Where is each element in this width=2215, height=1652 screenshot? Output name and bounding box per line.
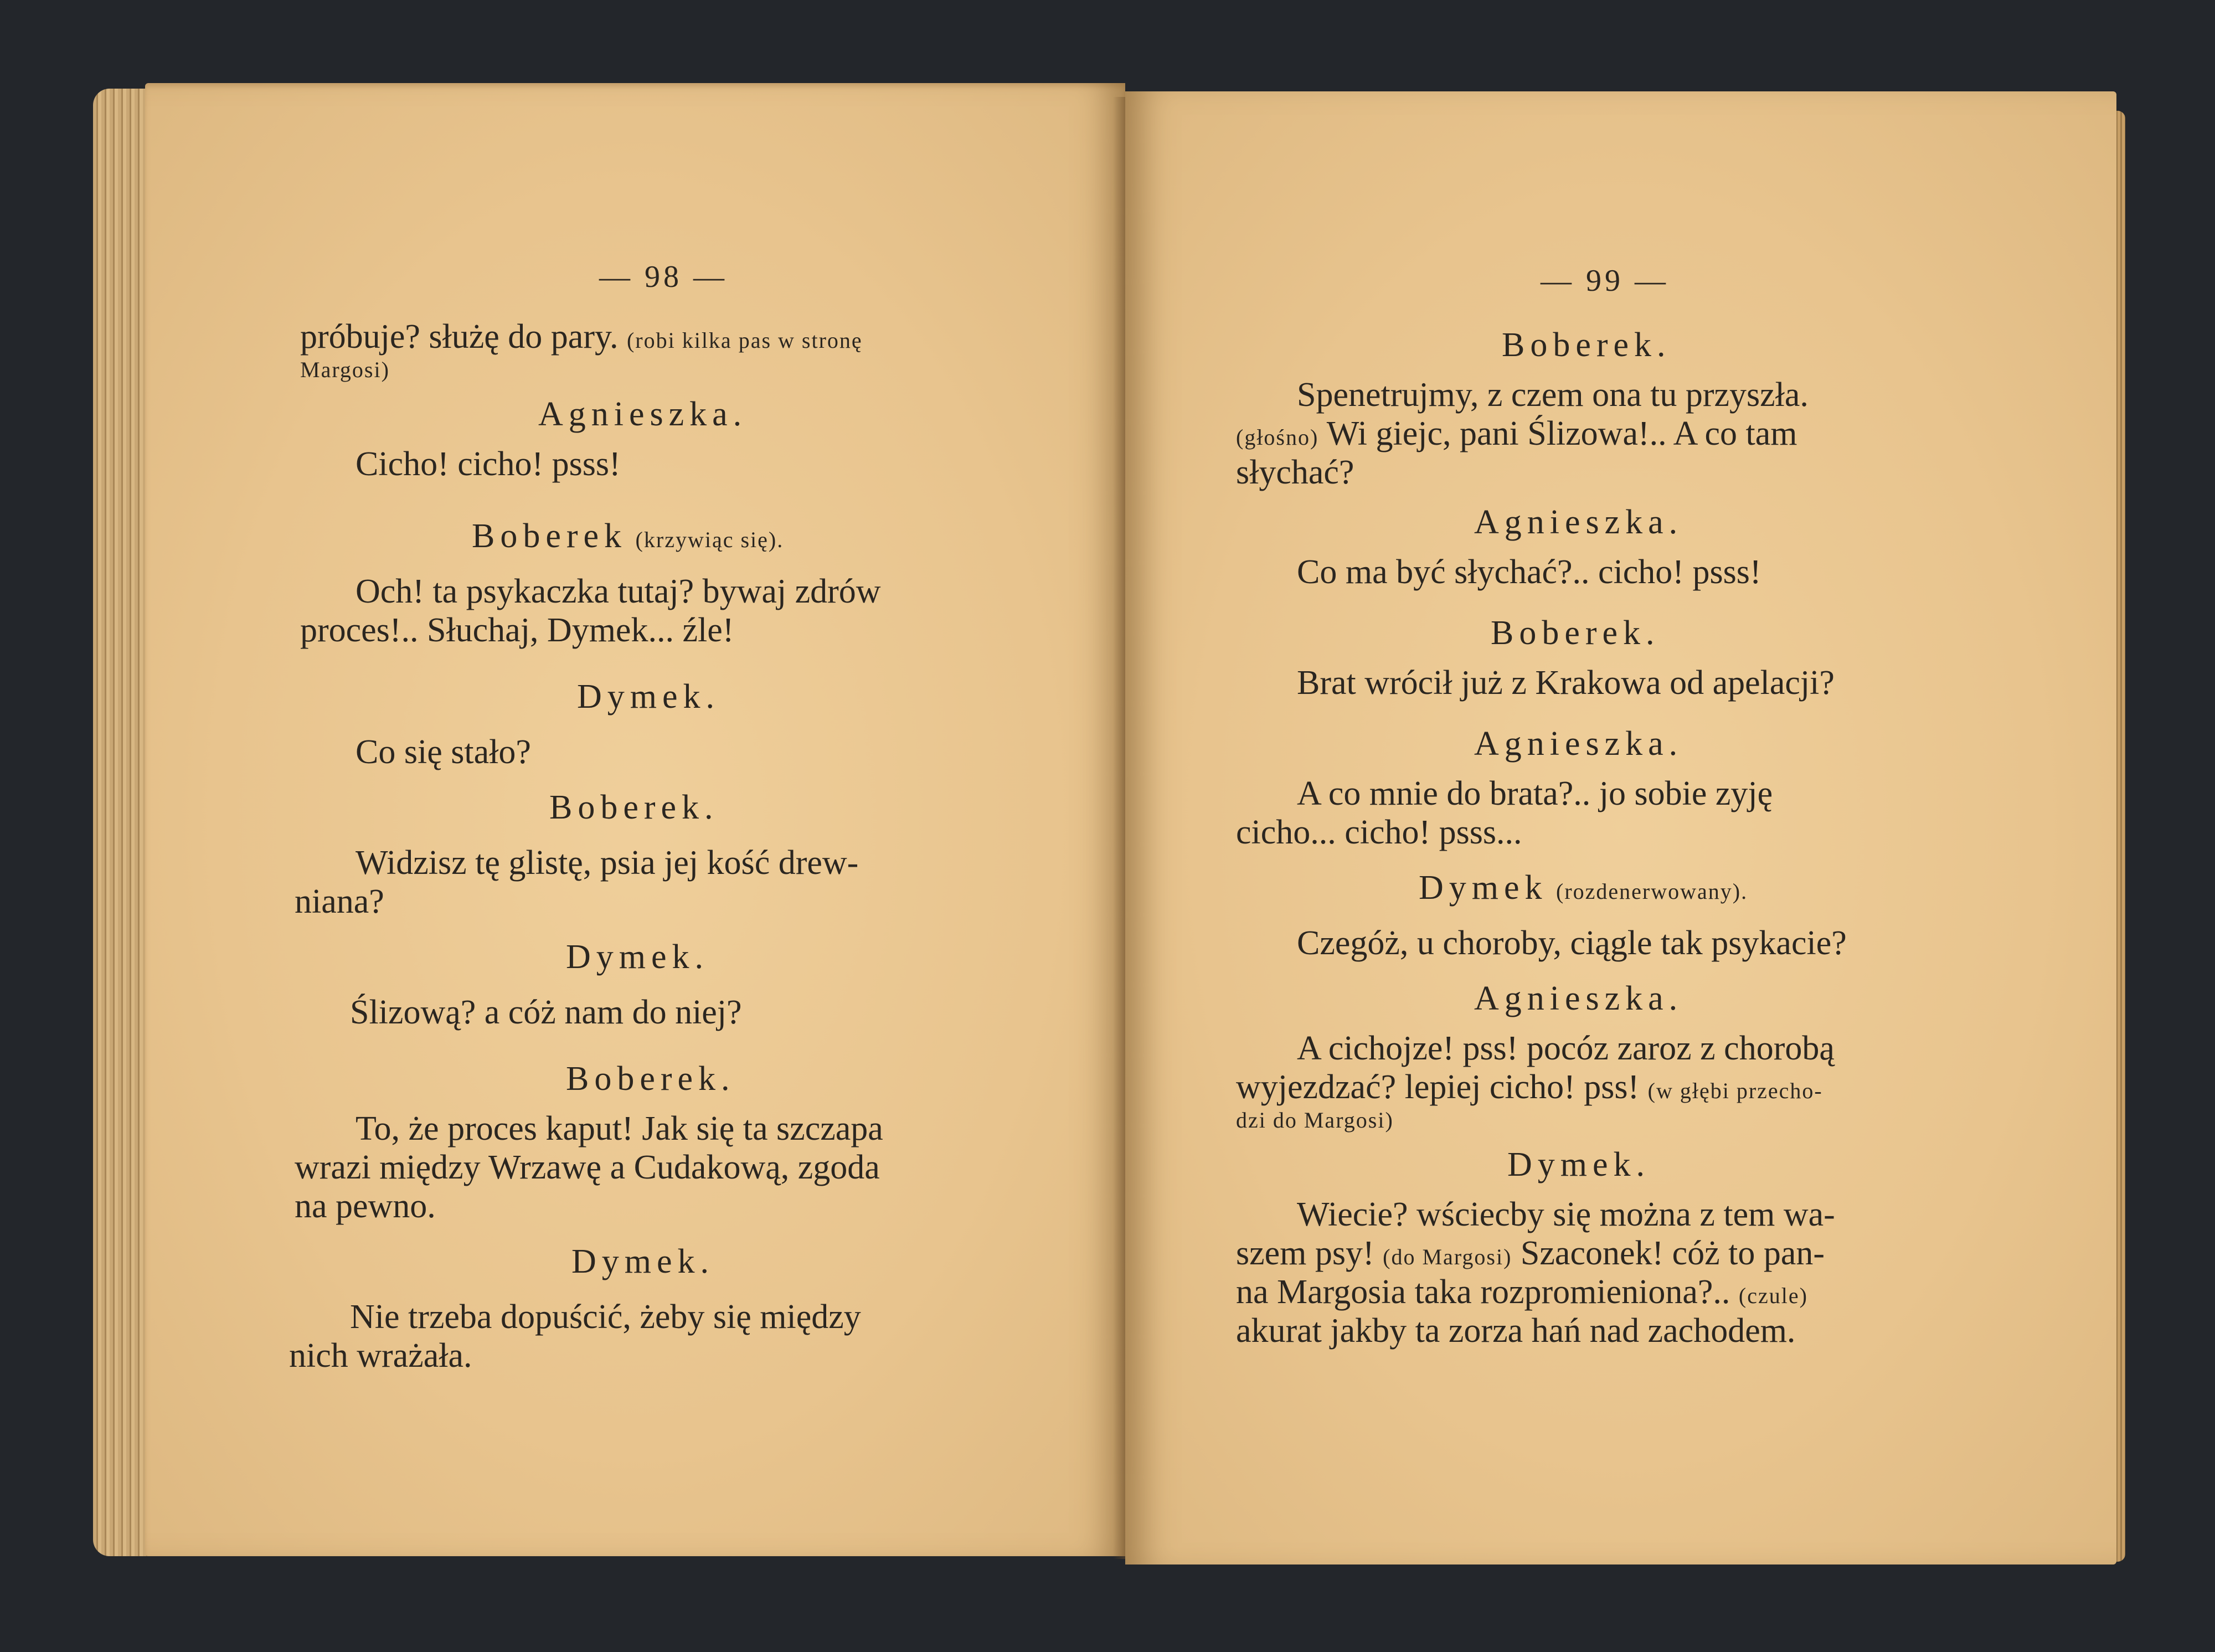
text-line: Co ma być słychać?.. cicho! psss! [1297,553,1761,591]
text-line: niana? [295,883,384,920]
speaker-name: Agnieszka. [1474,503,1683,541]
text-line: na pewno. [295,1187,436,1225]
stage-direction: (robi kilka pas w stronę [626,328,863,353]
text-line: słychać? [1236,454,1354,491]
page-number: — 99 — [1541,264,1669,298]
text-line: Spenetrujmy, z czem ona tu przyszła. [1297,376,1809,414]
speaker-name: Agnieszka. [1474,725,1683,763]
text-line: wrazi między Wrzawę a Cudakową, zgoda [295,1149,880,1186]
text-line: Widzisz tę glistę, psia jej kość drew- [356,844,859,882]
left-page [145,83,1125,1556]
text: Wi giejc, pani Ślizowa!.. A co tam [1326,415,1797,452]
stage-direction: (czule) [1738,1283,1808,1308]
text-line: Brat wrócił już z Krakowa od apelacji? [1297,664,1835,702]
stage-direction: dzi do Margosi) [1236,1108,1394,1133]
speaker-name: Dymek. [577,678,720,716]
text-line: Cicho! cicho! psss! [356,445,621,483]
speaker-name: Dymek [1419,869,1548,907]
speaker-name: Dymek. [1507,1146,1651,1183]
right-page [1125,91,2116,1564]
speaker-name: Boberek [472,517,627,555]
text-line: A co mnie do brata?.. jo sobie zyję [1297,775,1773,812]
speaker-name: Boberek. [1491,614,1660,652]
page-number: — 98 — [599,260,728,294]
text: próbuje? służę do pary. [300,318,619,356]
speaker-name: Boberek. [566,1060,735,1098]
text-line: nich wrażała. [289,1337,472,1375]
speaker-name: Dymek. [566,938,709,976]
speaker-name: Dymek. [571,1243,715,1280]
text: szem psy! [1236,1234,1374,1272]
stage-direction: (rozdenerwowany). [1556,879,1748,904]
speaker-line [1419,867,1748,913]
text-line: To, że proces kaput! Jak się ta szczapa [356,1110,883,1147]
stage-direction: (głośno) [1236,425,1319,450]
speaker-name: Boberek. [1502,326,1671,364]
stage-direction: (w głębi przecho- [1647,1078,1823,1103]
text: na Margosia taka rozpromieniona?.. [1236,1273,1730,1311]
text-line: Nie trzeba dopuścić, żeby się między [350,1298,861,1336]
text-line: Czegóż, u choroby, ciągle tak psykacie? [1297,924,1847,962]
text-line: akurat jakby ta zorza hań nad zachodem. [1236,1312,1796,1350]
text: wyjezdzać? lepiej cicho! pss! [1236,1068,1640,1106]
stage-direction: (do Margosi) [1383,1244,1512,1269]
speaker-line [472,515,784,561]
stage-direction: (krzywiąc się). [635,527,784,552]
speaker-name: Agnieszka. [538,395,748,433]
speaker-name: Agnieszka. [1474,980,1683,1017]
text-line: Ślizową? a cóż nam do niej? [350,994,742,1031]
text-line: proces!.. Słuchaj, Dymek... źle! [300,611,734,649]
speaker-name: Boberek. [549,789,719,826]
text-line: cicho... cicho! psss... [1236,814,1522,851]
text-line: A cichojze! pss! pocóz zaroz z chorobą [1297,1030,1835,1067]
stage-direction: Margosi) [300,357,390,382]
text: Szaconek! cóż to pan- [1520,1234,1825,1272]
text-line: Co się stało? [356,733,531,771]
text-line: Wiecie? wściecby się można z tem wa- [1297,1196,1835,1233]
text-line: Och! ta psykaczka tutaj? bywaj zdrów [356,573,881,610]
